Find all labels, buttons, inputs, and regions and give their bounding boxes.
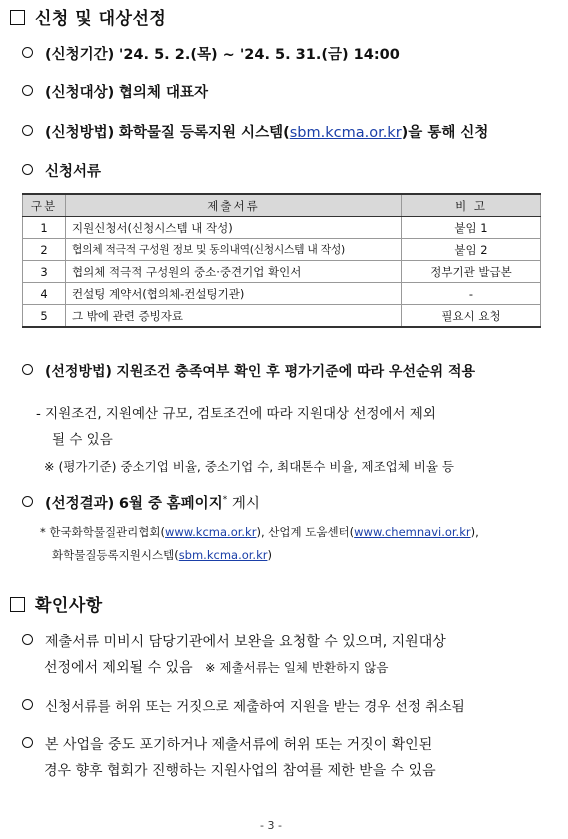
documents-table: [22, 193, 541, 328]
selection-result-item: (선정결과) 6월 중 홈페이지* 게시: [22, 492, 260, 513]
bullet-circle-icon: [22, 164, 33, 175]
table-row: 4 컨설팅 계약서(협의체-컨설팅기관) -: [23, 283, 541, 305]
table-row: 1 지원신청서(신청시스템 내 작성) 붙임 1: [23, 217, 541, 239]
result-websites-note-cont: 화학물질등록지원시스템(sbm.kcma.or.kr): [52, 548, 272, 562]
column-header-note: 비 고: [402, 194, 541, 217]
section-title-confirm: 확인사항: [10, 591, 103, 616]
kcma-link[interactable]: www.kcma.or.kr: [164, 525, 257, 539]
chemnavi-link[interactable]: www.chemnavi.or.kr: [354, 525, 471, 539]
confirm-item-1-cont: 선정에서 제외될 수 있음 ※ 제출서류는 일체 반환하지 않음: [44, 660, 389, 676]
application-target-item: (신청대상) 협의체 대표자: [22, 81, 208, 102]
column-header-no: 구분: [23, 194, 66, 217]
bullet-circle-icon: [22, 737, 33, 748]
selection-sub-item-cont: 될 수 있음: [52, 432, 113, 448]
bullet-circle-icon: [22, 47, 33, 58]
section-title-application: 신청 및 대상선정: [10, 4, 166, 29]
confirm-item-2: 신청서류를 허위 또는 거짓으로 제출하여 지원을 받는 경우 선정 취소됨: [22, 695, 465, 715]
bullet-circle-icon: [22, 699, 33, 710]
bullet-circle-icon: [22, 634, 33, 645]
sbm-link[interactable]: sbm.kcma.or.kr: [289, 125, 402, 141]
checkbox-square-icon: [10, 597, 25, 612]
sbm-link-2[interactable]: sbm.kcma.or.kr: [178, 548, 268, 562]
bullet-circle-icon: [22, 496, 33, 507]
selection-sub-item: - 지원조건, 지원예산 규모, 검토조건에 따라 지원대상 선정에서 제외: [36, 406, 436, 422]
table-row: 2 협의체 적극적 구성원 정보 및 동의내역(신청시스템 내 작성) 붙임 2: [23, 239, 541, 261]
application-docs-item: 신청서류: [22, 160, 101, 181]
evaluation-criteria-note: ※ (평가기준) 중소기업 비율, 중소기업 수, 최대톤수 비율, 제조업체 비율 등: [44, 459, 454, 474]
bullet-circle-icon: [22, 364, 33, 375]
confirm-item-1: 제출서류 미비시 담당기관에서 보완을 요청할 수 있으며, 지원대상: [22, 631, 446, 651]
table-row: 5 그 밖에 관련 증빙자료 필요시 요청: [23, 305, 541, 328]
selection-method-item: (선정방법) 지원조건 충족여부 확인 후 평가기준에 따라 우선순위 적용: [22, 361, 475, 381]
page-number: - 3 -: [260, 819, 282, 832]
table-header-row: [23, 194, 541, 217]
application-method-item: (신청방법) 화학물질 등록지원 시스템(sbm.kcma.or.kr)을 통해 신청: [22, 121, 488, 142]
application-period-item: (신청기간) '24. 5. 2.(목) ~ '24. 5. 31.(금) 14:00: [22, 43, 400, 64]
bullet-circle-icon: [22, 125, 33, 136]
bullet-circle-icon: [22, 85, 33, 96]
confirm-item-3: 본 사업을 중도 포기하거나 제출서류에 허위 또는 거짓이 확인된: [22, 734, 432, 754]
column-header-doc: 제출서류: [66, 194, 402, 217]
table-row: 3 협의체 적극적 구성원의 중소·중견기업 확인서 정부기관 발급본: [23, 261, 541, 283]
result-websites-note: * 한국화학물질관리협회(www.kcma.or.kr), 산업계 도움센터(www.chemnavi.or.kr),: [40, 525, 479, 539]
confirm-item-3-cont: 경우 향후 협회가 진행하는 지원사업의 참여를 제한 받을 수 있음: [44, 763, 436, 779]
checkbox-square-icon: [10, 10, 25, 25]
